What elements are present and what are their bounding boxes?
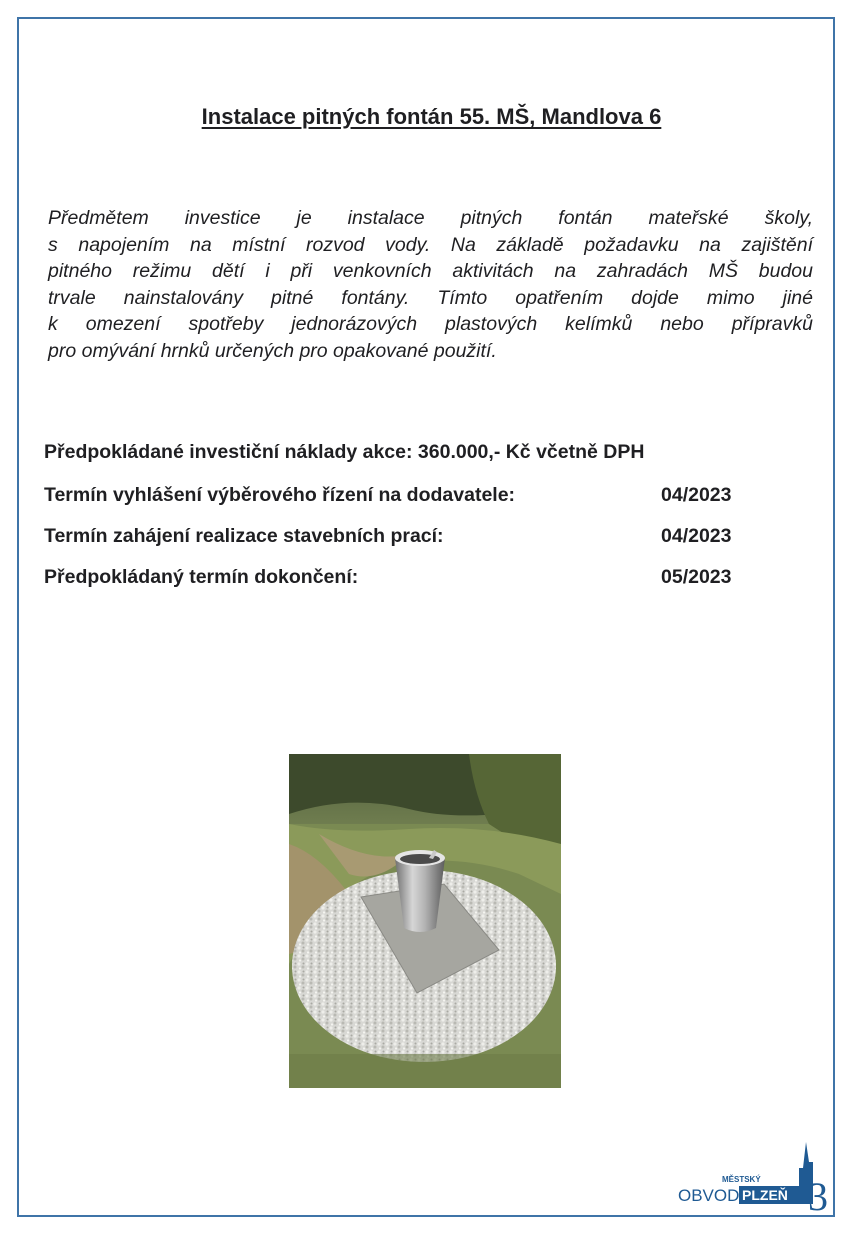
term-completion-value: 05/2023 [661, 566, 732, 588]
description-paragraph [48, 205, 813, 364]
logo-plzen-text: PLZEŇ [742, 1187, 788, 1203]
term-start-value: 04/2023 [661, 525, 732, 547]
logo-obvod-text: OBVOD [678, 1186, 740, 1205]
term-tender-value: 04/2023 [661, 484, 732, 506]
logo-small-text: MĚSTSKÝ [722, 1175, 761, 1184]
term-start-label: Termín zahájení realizace stavebních prací: [44, 525, 444, 547]
description-line: s napojením na místní rozvod vody. Na základě požadavku na zajištění [48, 233, 813, 256]
term-tender-label: Termín vyhlášení výběrového řízení na dodavatele: [44, 484, 516, 506]
term-completion-label: Předpokládaný termín dokončení: [44, 566, 359, 588]
description-line: k omezení spotřeby jednorázových plastových kelímků nebo přípravků [48, 313, 813, 335]
description-line: Předmětem investice je instalace pitných fontán mateřské školy, [48, 207, 813, 229]
logo-number: 3 [808, 1174, 828, 1219]
mestsky-obvod-plzen-3-logo [676, 1140, 836, 1220]
description-line: pitného režimu dětí i při venkovních aktivitách na zahradách MŠ budou [48, 260, 813, 282]
document-title: Instalace pitných fontán 55. MŠ, Mandlova 6 [201, 104, 662, 129]
fountain-photo [289, 754, 561, 1088]
investment-cost: Předpokládané investiční náklady akce: 360.000,- Kč včetně DPH [44, 441, 645, 463]
description-line: pro omývání hrnků určených pro opakované použití. [48, 339, 497, 362]
description-line: trvale nainstalovány pitné fontány. Tímto opatřením dojde mimo jiné [48, 286, 813, 309]
